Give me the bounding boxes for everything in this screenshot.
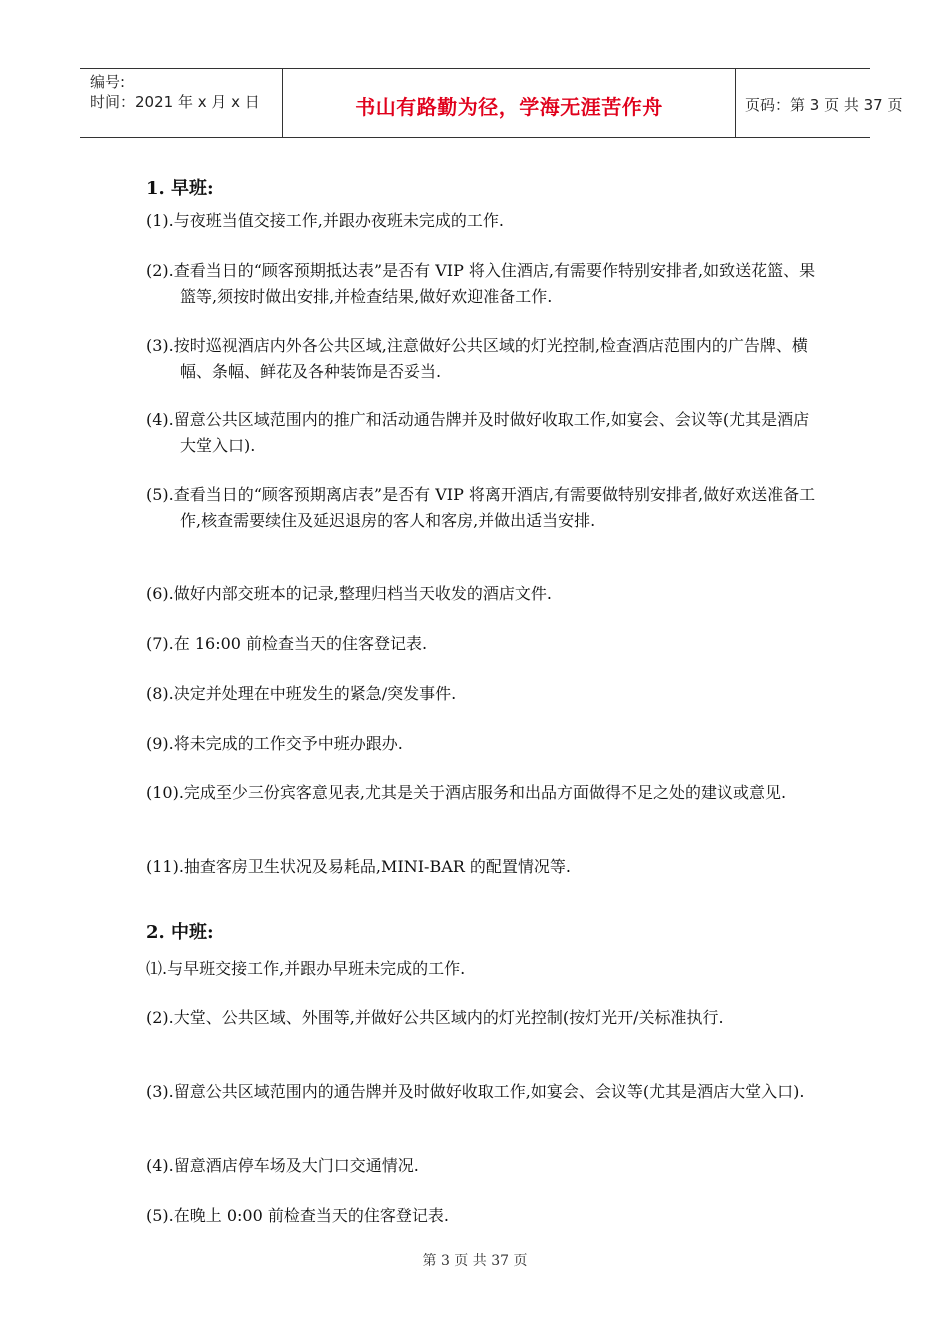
list-item: (6).做好内部交班本的记录,整理归档当天收发的酒店文件.: [146, 584, 552, 603]
motto-text: 书山有路勤为径，学海无涯苦作舟: [355, 95, 663, 119]
page-header: [80, 68, 903, 138]
list-item: (7).在 16:00 前检查当天的住客登记表.: [146, 634, 428, 653]
page-info: 页码：第 3 页 共 37 页: [745, 96, 903, 114]
list-item: (9).将未完成的工作交予中班办跟办.: [146, 734, 403, 753]
list-item: (11).抽查客房卫生状况及易耗品,MINI-BAR 的配置情况等.: [146, 857, 571, 876]
header-page-cell: [735, 69, 903, 137]
list-item: (5).查看当日的“顾客预期离店表”是否有 VIP 将离开酒店,有需要做特别安排者,做好欢送准备工作,核查需要续住及延迟退房的客人和客房,并做出适当安排.: [146, 485, 816, 530]
header-motto-cell: [282, 69, 736, 137]
list-item: (3).按时巡视酒店内外各公共区域,注意做好公共区域的灯光控制,检查酒店范围内的广告牌、横幅、条幅、鲜花及各种装饰是否妥当.: [146, 336, 808, 381]
header-meta-cell: [80, 69, 282, 137]
list-item: ⑴.与早班交接工作,并跟办早班未完成的工作.: [146, 959, 466, 978]
page-footer: 第 3 页 共 37 页: [422, 1253, 528, 1269]
list-item: (5).在晚上 0:00 前检查当天的住客登记表.: [146, 1206, 449, 1225]
time-label: 时间：2021 年 x 月 x 日: [90, 93, 260, 111]
section-title-middle: 2. 中班:: [146, 922, 214, 943]
serial-label: 编号:: [90, 73, 126, 91]
list-item: (2).查看当日的“顾客预期抵达表”是否有 VIP 将入住酒店,有需要作特别安排者,如致送花篮、果篮等,须按时做出安排,并检查结果,做好欢迎准备工作.: [146, 261, 816, 306]
section-title-morning: 1. 早班:: [146, 178, 214, 199]
list-item: (3).留意公共区域范围内的通告牌并及时做好收取工作,如宴会、会议等(尤其是酒店大堂入口).: [146, 1082, 805, 1101]
list-item: (4).留意公共区域范围内的推广和活动通告牌并及时做好收取工作,如宴会、会议等(尤其是酒店大堂入口).: [146, 410, 810, 455]
list-item: (4).留意酒店停车场及大门口交通情况.: [146, 1156, 419, 1175]
list-item: (2).大堂、公共区域、外围等,并做好公共区域内的灯光控制(按灯光开/关标准执行.: [146, 1008, 724, 1027]
list-item: (10).完成至少三份宾客意见表,尤其是关于酒店服务和出品方面做得不足之处的建议或意见.: [146, 783, 787, 802]
list-item: (8).决定并处理在中班发生的紧急/突发事件.: [146, 684, 457, 703]
list-item: (1).与夜班当值交接工作,并跟办夜班未完成的工作.: [146, 211, 504, 230]
